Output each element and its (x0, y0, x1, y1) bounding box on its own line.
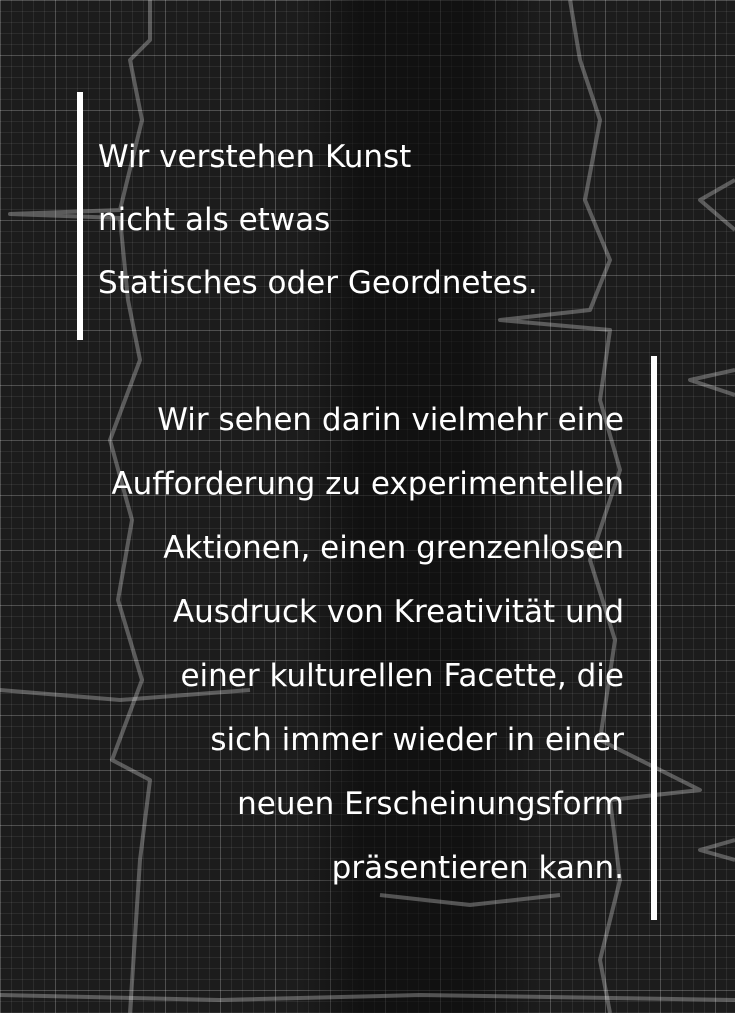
quote-bottom-line: präsentieren kann. (331, 850, 624, 886)
quote-bottom (4, 388, 624, 900)
quote-top (98, 126, 638, 315)
waveform-line-right (690, 180, 735, 860)
quote-bottom-line: Aufforderung zu experimentellen (111, 466, 624, 502)
quote-bottom-line: Wir sehen darin vielmehr eine (157, 402, 624, 438)
quote-bottom-line: Aktionen, einen grenzenlosen (163, 530, 624, 566)
quote-top-line: Wir verstehen Kunst (98, 139, 412, 175)
quote-top-line: nicht als etwas (98, 202, 331, 238)
quote-bottom-line: sich immer wieder in einer (210, 722, 624, 758)
quote-top-line: Statisches oder Geordnetes. (98, 265, 538, 301)
quote-bottom-line: Ausdruck von Kreativität und (172, 594, 624, 630)
quote-bottom-line: einer kulturellen Facette, die (180, 658, 624, 694)
accent-bar-left (77, 92, 83, 340)
quote-bottom-line: neuen Erscheinungsform (237, 786, 624, 822)
accent-bar-right (651, 356, 657, 920)
